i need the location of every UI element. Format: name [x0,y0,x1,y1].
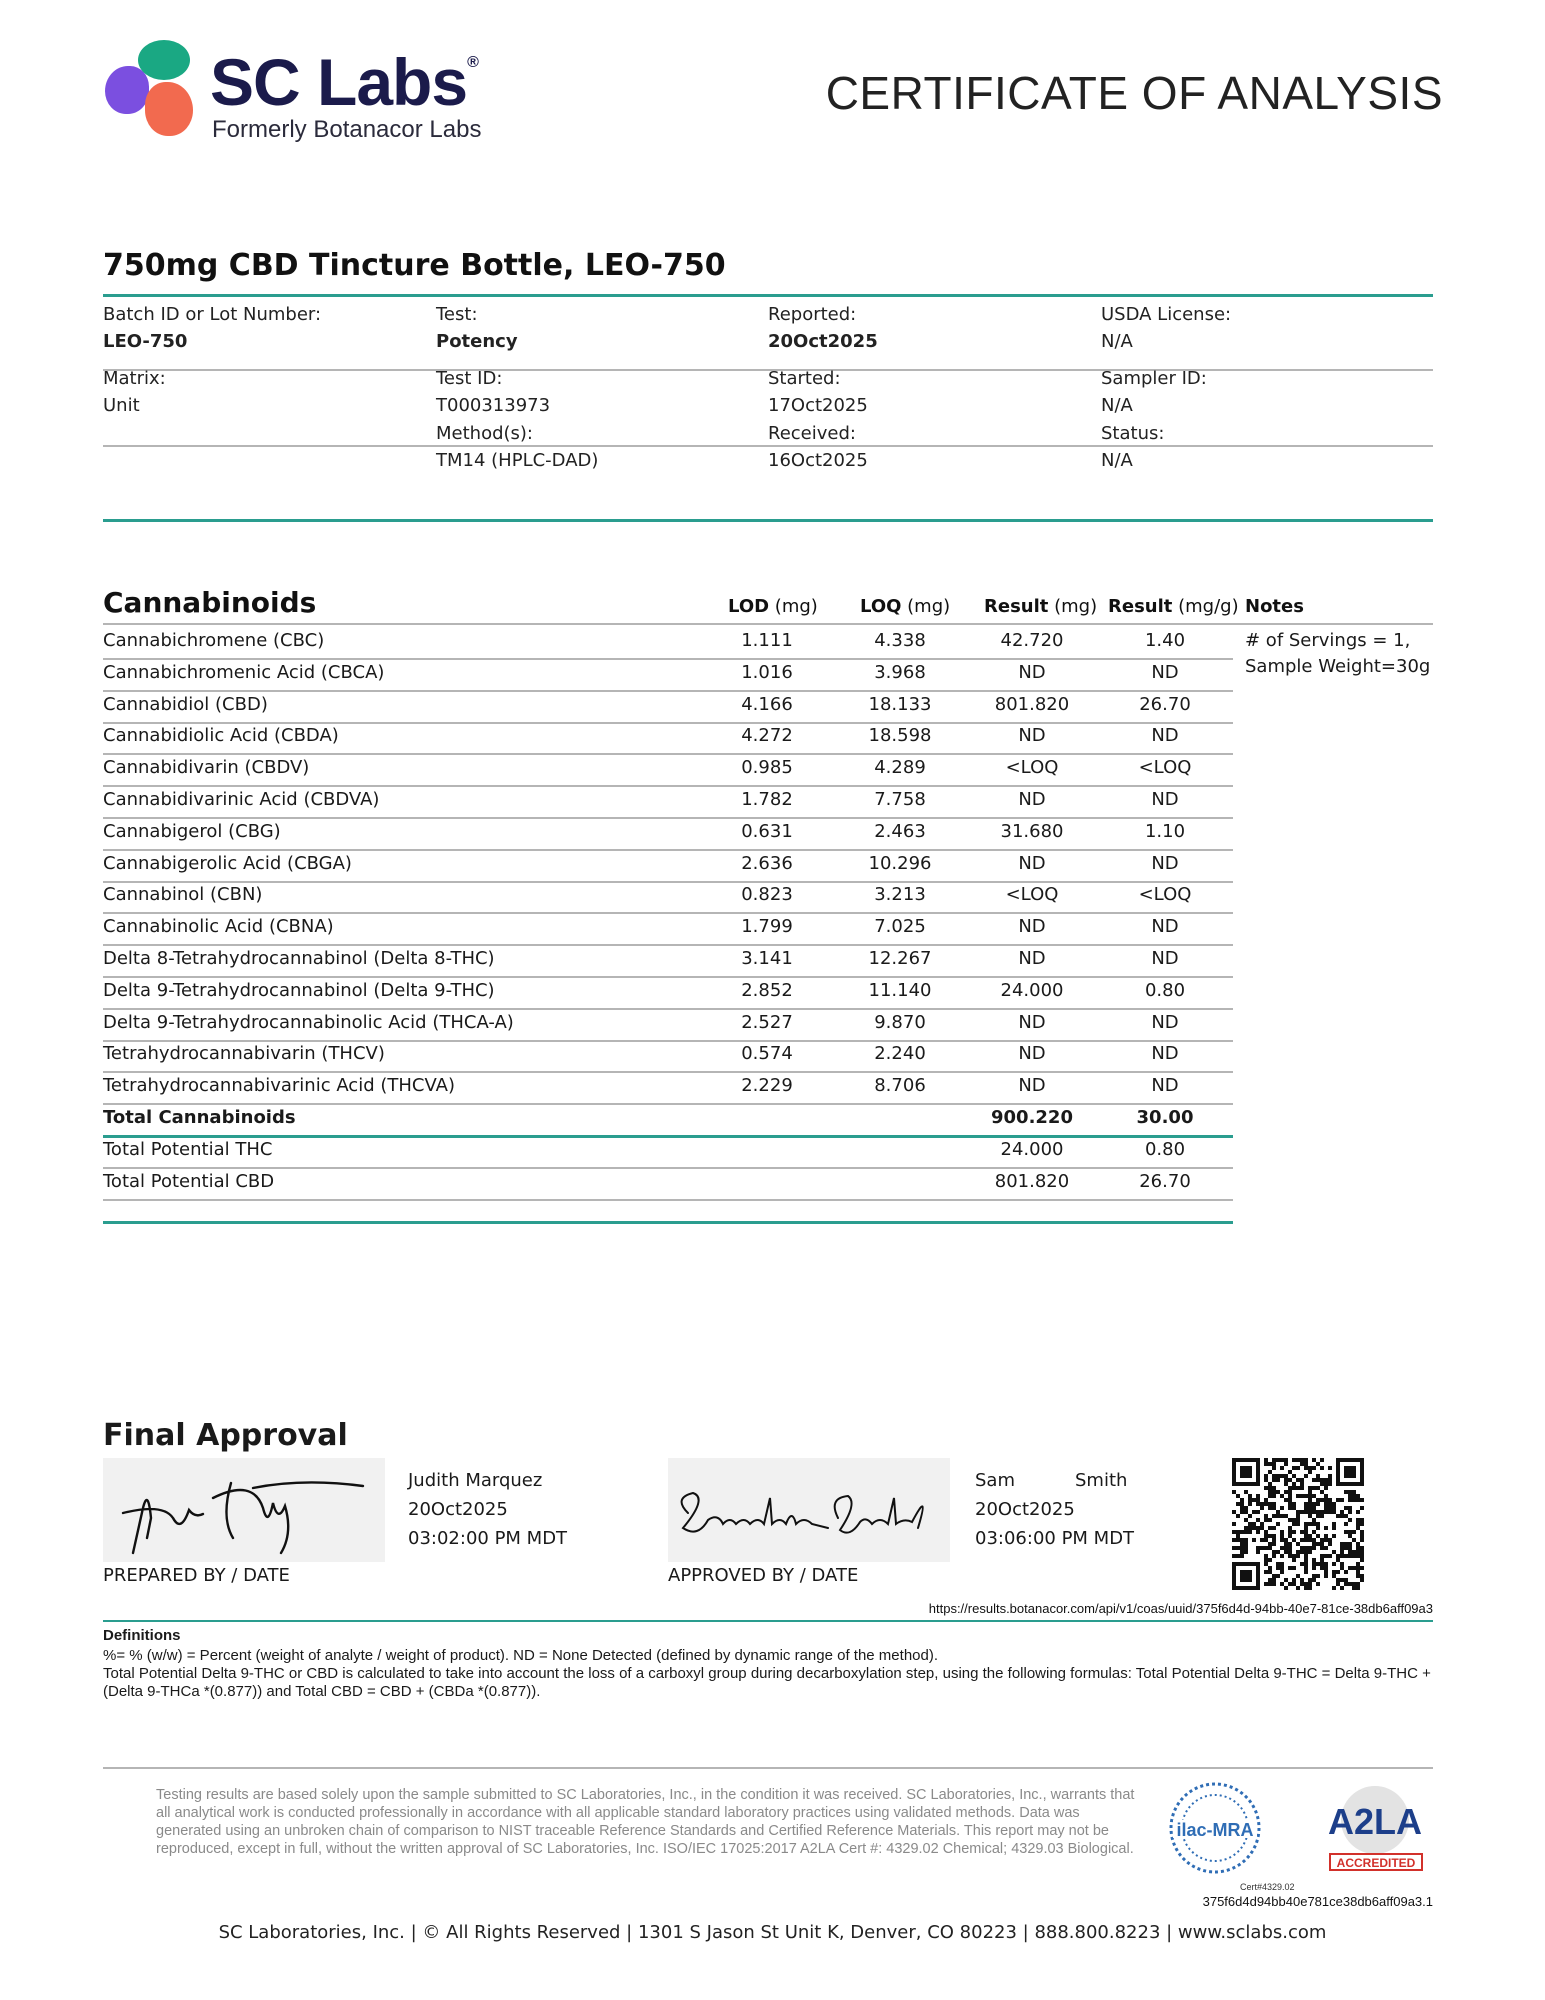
cell-mg: 801.820 [994,694,1070,715]
meta-bottom-divider [103,519,1433,522]
cell-mgg: 0.80 [1144,980,1186,1001]
started-label: Started: [768,368,841,389]
cell-mgg: ND [1151,948,1179,969]
disclaimer-text: Testing results are based solely upon the sample submitted to SC Laboratories, Inc., in the condition it was received. SC Laboratories, Inc., warrants that all analytical work is conducted professionally in accordance with all applicable standard laboratory practices using validated methods. Data was generated using an unbroken chain of comparison to NIST traceable Reference Standards and Certified Reference Materials. This report may not be reproduced, except in full, without the written approval of SC Laboratories, Inc. ISO/IEC 17025:2017 A2LA Cert #: 4329.02 Chemical; 4329.03 Biological. [156,1787,1135,1857]
method-value: TM14 (HPLC-DAD) [436,450,599,471]
testid-label: Test ID: [436,368,503,389]
cell-mg: ND [1018,662,1046,683]
cell-lod: 3.141 [741,948,793,969]
cell-lod: 2.229 [741,1075,793,1096]
cell-mgg: ND [1151,1012,1179,1033]
footer-top-divider [103,1767,1433,1769]
row-divider [103,976,1233,978]
analyte-name: Cannabichromene (CBC) [103,630,325,651]
analyte-name: Cannabinol (CBN) [103,884,263,905]
title-divider [103,294,1433,297]
svg-text:ilac-MRA: ilac-MRA [1176,1820,1254,1840]
cell-loq: 3.213 [874,884,926,905]
cell-lod: 4.272 [741,725,793,746]
table-row [0,980,1545,1012]
cell-lod: 1.111 [741,630,793,651]
cell-loq: 4.338 [874,630,926,651]
svg-text:ACCREDITED: ACCREDITED [1336,1856,1416,1870]
table-row [0,1107,1545,1139]
cell-lod: 1.799 [741,916,793,937]
row-divider [103,1167,1233,1169]
test-value: Potency [436,331,518,352]
table-bottom-divider [103,1221,1233,1224]
approved-signature [668,1458,950,1562]
definitions-title: Definitions [103,1627,181,1644]
sampler-label: Sampler ID: [1101,368,1207,389]
analyte-name: Cannabidiolic Acid (CBDA) [103,725,339,746]
cell-loq: 18.133 [868,694,932,715]
brand-name: SC Labs® [210,45,478,119]
cell-mg: <LOQ [1005,884,1059,905]
table-row [0,1171,1545,1203]
prepared-date: 20Oct2025 [408,1499,508,1520]
svg-text:A2LA: A2LA [1327,1801,1423,1842]
cell-mgg: <LOQ [1138,757,1192,778]
received-label: Received: [768,423,856,444]
cell-mgg: 1.10 [1144,821,1186,842]
product-title: 750mg CBD Tincture Bottle, LEO-750 [103,248,726,283]
cell-loq: 7.758 [874,789,926,810]
analyte-name: Delta 9-Tetrahydrocannabinol (Delta 9-THC) [103,980,495,1001]
logo-green-blob [138,40,190,80]
cell-mg: ND [1018,1075,1046,1096]
analyte-name: Cannabidivarinic Acid (CBDVA) [103,789,380,810]
received-value: 16Oct2025 [768,450,868,471]
sampler-value: N/A [1101,395,1133,416]
cell-mgg: 26.70 [1139,694,1191,715]
row-divider [103,912,1233,914]
table-row [0,884,1545,916]
cell-loq: 9.870 [874,1012,926,1033]
approved-first-name: Sam [975,1470,1015,1491]
cell-mg: 24.000 [1000,980,1064,1001]
prepared-time: 03:02:00 PM MDT [408,1528,568,1549]
cell-mg: 24.000 [1000,1139,1064,1160]
cell-mgg: ND [1151,1075,1179,1096]
approved-label: APPROVED BY / DATE [668,1565,859,1586]
row-divider [103,1040,1233,1042]
cell-lod: 0.574 [741,1043,793,1064]
cell-mgg: 30.00 [1136,1107,1194,1128]
cell-mgg: 26.70 [1139,1171,1191,1192]
table-row [0,725,1545,757]
analyte-name: Tetrahydrocannabivarin (THCV) [103,1043,385,1064]
row-divider [103,722,1233,724]
notes-cell [1245,628,1435,680]
analyte-name: Delta 8-Tetrahydrocannabinol (Delta 8-THC) [103,948,495,969]
page-footer: SC Laboratories, Inc. | © All Rights Reserved | 1301 S Jason St Unit K, Denver, CO 80223 | 888.800.8223 | www.sclabs.com [218,1922,1327,1943]
cell-loq: 12.267 [868,948,932,969]
sc-labs-logo [100,36,520,146]
definitions-line-1: %= % (w/w) = Percent (weight of analyte / weight of product). ND = None Detected (defined by dynamic range of the method). [103,1647,939,1664]
row-divider [103,1135,1233,1138]
table-row [0,853,1545,885]
cell-lod: 2.636 [741,853,793,874]
started-value: 17Oct2025 [768,395,868,416]
row-divider [103,1199,1233,1201]
cell-mg: ND [1018,725,1046,746]
cell-mg: ND [1018,948,1046,969]
cell-mgg: <LOQ [1138,884,1192,905]
cell-mgg: ND [1151,725,1179,746]
prepared-signature-scribble [103,1458,385,1562]
row-divider [103,690,1233,692]
cell-loq: 11.140 [868,980,932,1001]
table-row [0,1043,1545,1075]
matrix-label: Matrix: [103,368,166,389]
col-lod: LOD (mg) [728,596,818,617]
approved-time: 03:06:00 PM MDT [975,1528,1135,1549]
cell-lod: 0.631 [741,821,793,842]
cell-mg: ND [1018,916,1046,937]
cell-mgg: ND [1151,662,1179,683]
row-divider [103,1071,1233,1073]
method-label: Method(s): [436,423,533,444]
row-divider [103,658,1233,660]
table-row [0,1139,1545,1171]
analyte-name: Total Potential CBD [103,1171,275,1192]
meta-divider-2 [103,445,1433,447]
approved-date: 20Oct2025 [975,1499,1075,1520]
cannabinoids-title: Cannabinoids [103,586,317,619]
row-divider [103,849,1233,851]
cell-lod: 2.527 [741,1012,793,1033]
row-divider [103,1103,1233,1105]
analyte-name: Cannabichromenic Acid (CBCA) [103,662,385,683]
analyte-name: Cannabidivarin (CBDV) [103,757,310,778]
ilac-mra-icon [1171,1784,1259,1872]
analyte-name: Cannabinolic Acid (CBNA) [103,916,334,937]
cell-lod: 0.985 [741,757,793,778]
batch-value: LEO-750 [103,331,188,352]
accreditation-badges [1165,1778,1435,1888]
cell-mg: ND [1018,789,1046,810]
reported-label: Reported: [768,304,857,325]
test-label: Test: [436,304,478,325]
cell-mg: ND [1018,1012,1046,1033]
cell-loq: 2.240 [874,1043,926,1064]
cert-number: Cert#4329.02 [1240,1882,1295,1892]
cell-loq: 4.289 [874,757,926,778]
row-divider [103,944,1233,946]
batch-label: Batch ID or Lot Number: [103,304,322,325]
document-title: CERTIFICATE OF ANALYSIS [825,67,1443,119]
row-divider [103,881,1233,883]
cell-lod: 1.782 [741,789,793,810]
cell-mg: 42.720 [1000,630,1064,651]
table-row [0,821,1545,853]
cell-mgg: 0.80 [1144,1139,1186,1160]
analyte-name: Tetrahydrocannabivarinic Acid (THCVA) [103,1075,455,1096]
definitions-line-2: Total Potential Delta 9-THC or CBD is calculated to take into account the loss of a carboxyl group during decarboxylation step, using the following formulas: Total Potential Delta 9-THC = Delta 9-THC + (Delta 9-THCa *(0.877)) and Total CBD = CBD + (CBDa *(0.877)). [103,1665,1431,1700]
cell-lod: 2.852 [741,980,793,1001]
cell-mg: 900.220 [991,1107,1073,1128]
notes-servings: # of Servings = 1, [1245,630,1411,651]
table-row [0,694,1545,726]
cell-mgg: ND [1151,853,1179,874]
cell-mg: <LOQ [1005,757,1059,778]
analyte-name: Delta 9-Tetrahydrocannabinolic Acid (THCA-A) [103,1012,514,1033]
a2la-accredited-icon [1328,1786,1422,1870]
cell-lod: 1.016 [741,662,793,683]
cell-loq: 2.463 [874,821,926,842]
table-header-divider [103,623,1433,625]
table-row [0,1012,1545,1044]
prepared-name: Judith Marquez [408,1470,543,1491]
cell-mg: ND [1018,853,1046,874]
definitions-divider [103,1620,1433,1622]
final-approval-title: Final Approval [103,1418,348,1453]
cell-mgg: 1.40 [1144,630,1186,651]
cell-loq: 8.706 [874,1075,926,1096]
reported-value: 20Oct2025 [768,331,878,352]
cell-loq: 7.025 [874,916,926,937]
table-row [0,789,1545,821]
table-row [0,948,1545,980]
status-value: N/A [1101,450,1133,471]
col-loq: LOQ (mg) [860,596,951,617]
cell-mg: ND [1018,1043,1046,1064]
brand-subtitle: Formerly Botanacor Labs [212,116,482,143]
table-row [0,1075,1545,1107]
cell-loq: 10.296 [868,853,932,874]
report-hash: 375f6d4d94bb40e781ce38db6aff09a3.1 [1202,1894,1433,1909]
usda-label: USDA License: [1101,304,1232,325]
analyte-name: Total Potential THC [103,1139,273,1160]
row-divider [103,1008,1233,1010]
logo-coral-blob [145,82,193,136]
status-label: Status: [1101,423,1165,444]
usda-value: N/A [1101,331,1133,352]
cell-loq: 3.968 [874,662,926,683]
analyte-name: Total Cannabinoids [103,1107,296,1128]
cell-mgg: ND [1151,916,1179,937]
row-divider [103,817,1233,819]
analyte-name: Cannabigerol (CBG) [103,821,281,842]
approved-signature-scribble [668,1458,950,1562]
prepared-signature [103,1458,385,1562]
analyte-name: Cannabidiol (CBD) [103,694,268,715]
notes-sample-weight: Sample Weight=30g [1245,656,1431,677]
cell-mgg: ND [1151,1043,1179,1064]
cell-loq: 18.598 [868,725,932,746]
row-divider [103,753,1233,755]
cell-mg: 801.820 [994,1171,1070,1192]
cell-mgg: ND [1151,789,1179,810]
accreditation-logos [1165,1778,1435,1888]
col-result-mgg: Result (mg/g) [1108,596,1239,617]
prepared-label: PREPARED BY / DATE [103,1565,290,1586]
cell-mg: 31.680 [1000,821,1064,842]
table-row [0,757,1545,789]
cell-lod: 0.823 [741,884,793,905]
analyte-name: Cannabigerolic Acid (CBGA) [103,853,352,874]
coa-url[interactable]: https://results.botanacor.com/api/v1/coas/uuid/375f6d4d-94bb-40e7-81ce-38db6aff09a3 [928,1601,1433,1616]
qr-code[interactable] [1232,1458,1364,1590]
testid-value: T000313973 [436,395,551,416]
col-result-mg: Result (mg) [984,596,1098,617]
approved-last-name: Smith [1075,1470,1128,1491]
row-divider [103,785,1233,787]
matrix-value: Unit [103,395,140,416]
logo-purple-blob [105,66,149,114]
table-row [0,916,1545,948]
cell-lod: 4.166 [741,694,793,715]
col-notes: Notes [1245,596,1304,617]
